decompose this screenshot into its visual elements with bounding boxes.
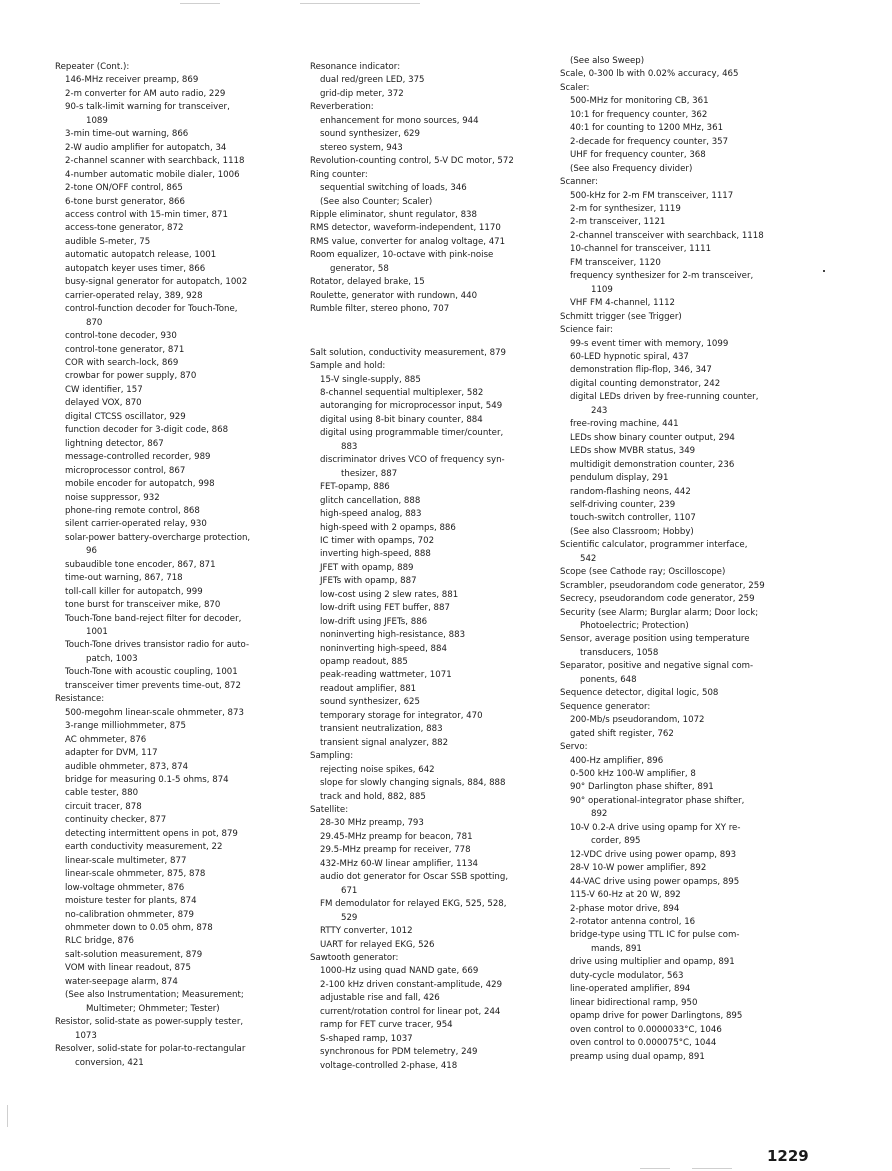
index-heading: Resolver, solid-state for polar-to-rectangular: [55, 1044, 246, 1055]
index-heading: Resistor, solid-state as power-supply tester,: [55, 1017, 244, 1028]
index-subentry: (See also Instrumentation; Measurement;: [65, 990, 244, 1001]
index-heading: Security (see Alarm; Burglar alarm; Door lock;: [560, 607, 759, 618]
index-subentry: COR with search-lock, 869: [65, 357, 179, 368]
index-subentry: control-function decoder for Touch-Tone,: [65, 304, 238, 315]
index-subentry: 200-Mb/s pseudorandom, 1072: [570, 715, 705, 726]
index-heading: Sawtooth generator:: [310, 953, 399, 963]
index-subentry: Photoelectric; Protection): [580, 621, 689, 632]
index-subentry: 10-channel for transceiver, 1111: [570, 244, 712, 255]
index-heading: Room equalizer, 10-octave with pink-noise: [310, 250, 494, 261]
index-subentry: time-out warning, 867, 718: [65, 573, 183, 584]
index-subentry: adjustable rise and fall, 426: [320, 993, 440, 1004]
index-subentry: RLC bridge, 876: [65, 936, 134, 947]
index-heading: Revolution-counting control, 5-V DC motor, 572: [310, 156, 514, 167]
index-heading: Scale, 0-300 lb with 0.02% accuracy, 465: [560, 69, 739, 80]
index-subentry: duty-cycle modulator, 563: [570, 970, 684, 981]
index-subentry: FM demodulator for relayed EKG, 525, 528,: [320, 899, 507, 910]
index-subentry: discriminator drives VCO of frequency syn-: [320, 455, 505, 466]
index-subentry: ramp for FET curve tracer, 954: [320, 1020, 453, 1031]
index-subentry: 1000-Hz using quad NAND gate, 669: [320, 966, 479, 977]
index-heading: Repeater (Cont.):: [55, 62, 130, 72]
index-subentry: patch, 1003: [86, 653, 138, 664]
index-subentry: 529: [341, 912, 358, 923]
index-subentry: control-tone generator, 871: [65, 344, 185, 355]
index-subentry: (See also Frequency divider): [570, 163, 693, 174]
index-subentry: busy-signal generator for autopatch, 1002: [65, 277, 248, 288]
index-heading: Satellite:: [310, 805, 349, 816]
index-subentry: Touch-Tone band-reject filter for decoder,: [65, 613, 242, 624]
index-column-1: [55, 61, 300, 1070]
index-subentry: 29.45-MHz preamp for beacon, 781: [320, 831, 473, 842]
index-subentry: UHF for frequency counter, 368: [570, 150, 706, 161]
index-subentry: 90° operational-integrator phase shifter,: [570, 795, 745, 806]
index-subentry: low-cost using 2 slew rates, 881: [320, 589, 459, 600]
index-subentry: 243: [591, 405, 608, 416]
index-heading: Sampling:: [310, 751, 354, 762]
index-subentry: line-operated amplifier, 894: [570, 984, 691, 995]
index-subentry: LEDs show MVBR status, 349: [570, 446, 696, 457]
index-subentry: noninverting high-resistance, 883: [320, 630, 466, 641]
index-heading: Scaler:: [560, 82, 590, 93]
index-subentry: FET-opamp, 886: [320, 482, 390, 493]
index-subentry: bridge-type using TTL IC for pulse com-: [570, 930, 740, 941]
index-subentry: grid-dip meter, 372: [320, 88, 404, 99]
index-subentry: circuit tracer, 878: [65, 801, 142, 812]
index-subentry: 115-V 60-Hz at 20 W, 892: [570, 890, 681, 901]
index-subentry: lightning detector, 867: [65, 438, 164, 449]
index-subentry: linear bidirectional ramp, 950: [570, 997, 698, 1008]
index-subentry: mobile encoder for autopatch, 998: [65, 479, 215, 490]
index-subentry: access control with 15-min timer, 871: [65, 209, 228, 220]
index-heading: Roulette, generator with rundown, 440: [310, 290, 478, 301]
index-heading: Ripple eliminator, shunt regulator, 838: [310, 209, 477, 220]
index-subentry: access-tone generator, 872: [65, 223, 184, 234]
index-subentry: mands, 891: [591, 943, 642, 954]
index-heading: Science fair:: [560, 325, 614, 336]
index-subentry: audible ohmmeter, 873, 874: [65, 761, 189, 772]
index-heading: Secrecy, pseudorandom code generator, 259: [560, 594, 755, 605]
index-subentry: 15-V single-supply, 885: [320, 374, 421, 385]
index-subentry: 44-VAC drive using power opamps, 895: [570, 876, 740, 887]
index-subentry: gated shift register, 762: [570, 728, 674, 739]
index-subentry: phone-ring remote control, 868: [65, 505, 200, 516]
index-subentry: 2-decade for frequency counter, 357: [570, 136, 729, 147]
index-subentry: 2-m converter for AM auto radio, 229: [65, 88, 226, 99]
index-subentry: glitch cancellation, 888: [320, 495, 421, 506]
index-subentry: 1073: [75, 1030, 97, 1041]
index-subentry: water-seepage alarm, 874: [65, 976, 178, 987]
scan-edge-mark: [692, 1168, 732, 1169]
index-subentry: 1089: [86, 115, 108, 126]
index-heading: Sequence generator:: [560, 701, 651, 712]
index-subentry: 40:1 for counting to 1200 MHz, 361: [570, 123, 724, 134]
index-subentry: corder, 895: [591, 836, 641, 847]
index-subentry: frequency synthesizer for 2-m transceiver,: [570, 271, 754, 282]
index-subentry: cable tester, 880: [65, 788, 139, 799]
index-heading: Reverberation:: [310, 102, 374, 113]
index-subentry: track and hold, 882, 885: [320, 791, 426, 802]
index-subentry: 10-V 0.2-A drive using opamp for XY re-: [570, 822, 741, 833]
index-subentry: 8-channel sequential multiplexer, 582: [320, 387, 484, 398]
index-heading: Ring counter:: [310, 169, 368, 180]
index-subentry: thesizer, 887: [341, 468, 398, 479]
index-subentry: digital using 8-bit binary counter, 884: [320, 414, 483, 425]
index-subentry: oven control to 0.0000033°C, 1046: [570, 1024, 722, 1035]
index-subentry: salt-solution measurement, 879: [65, 949, 203, 960]
index-subentry: rejecting noise spikes, 642: [320, 764, 435, 775]
index-subentry: 2-channel transceiver with searchback, 1118: [570, 230, 764, 241]
scan-edge-mark: [180, 3, 220, 4]
index-subentry: 432-MHz 60-W linear amplifier, 1134: [320, 858, 479, 869]
index-subentry: no-calibration ohmmeter, 879: [65, 909, 194, 920]
index-subentry: sound synthesizer, 625: [320, 697, 420, 708]
index-subentry: silent carrier-operated relay, 930: [65, 519, 207, 530]
index-subentry: 12-VDC drive using power opamp, 893: [570, 849, 737, 860]
index-subentry: slope for slowly changing signals, 884, 888: [320, 778, 506, 789]
index-subentry: dual red/green LED, 375: [320, 75, 425, 86]
index-subentry: 2-phase motor drive, 894: [570, 903, 680, 914]
index-subentry: IC timer with opamps, 702: [320, 535, 435, 546]
index-subentry: 90-s talk-limit warning for transceiver,: [65, 102, 230, 113]
index-subentry: audio dot generator for Oscar SSB spotting,: [320, 872, 509, 883]
index-subentry: 0-500 kHz 100-W amplifier, 8: [570, 769, 696, 780]
index-subentry: current/rotation control for linear pot, 244: [320, 1006, 501, 1017]
index-heading: Separator, positive and negative signal com-: [560, 661, 754, 672]
index-subentry: digital counting demonstrator, 242: [570, 378, 721, 389]
index-subentry: (See also Counter; Scaler): [320, 196, 433, 207]
index-heading: RMS detector, waveform-independent, 1170: [310, 223, 501, 234]
index-subentry: 28-V 10-W power amplifier, 892: [570, 863, 707, 874]
index-heading: Resonance indicator:: [310, 62, 401, 72]
index-subentry: automatic autopatch release, 1001: [65, 250, 217, 261]
index-subentry: microprocessor control, 867: [65, 465, 186, 476]
index-heading: Scientific calculator, programmer interface,: [560, 540, 748, 551]
index-subentry: drive using multiplier and opamp, 891: [570, 957, 735, 968]
index-subentry: enhancement for mono sources, 944: [320, 115, 479, 126]
page-number: 1229: [767, 1147, 809, 1165]
index-subentry: high-speed analog, 883: [320, 509, 422, 520]
index-subentry: 3-range milliohmmeter, 875: [65, 721, 187, 732]
index-subentry: demonstration flip-flop, 346, 347: [570, 365, 712, 376]
index-subentry: ponents, 648: [580, 674, 637, 685]
index-subentry: (See also Sweep): [570, 56, 645, 66]
index-subentry: 400-Hz amplifier, 896: [570, 755, 664, 766]
index-subentry: 146-MHz receiver preamp, 869: [65, 75, 199, 86]
index-subentry: 500-megohm linear-scale ohmmeter, 873: [65, 707, 244, 718]
index-subentry: 883: [341, 441, 358, 452]
index-subentry: opamp drive for power Darlingtons, 895: [570, 1011, 743, 1022]
index-subentry: earth conductivity measurement, 22: [65, 842, 223, 853]
index-subentry: RTTY converter, 1012: [320, 926, 413, 937]
index-subentry: transient neutralization, 883: [320, 724, 443, 735]
scan-edge-mark: [300, 3, 420, 4]
index-subentry: 29.5-MHz preamp for receiver, 778: [320, 845, 471, 856]
index-subentry: 2-channel scanner with searchback, 1118: [65, 156, 245, 167]
index-subentry: low-drift using JFETs, 886: [320, 616, 428, 627]
index-subentry: noise suppressor, 932: [65, 492, 160, 503]
scan-edge-mark: [640, 1168, 670, 1169]
index-subentry: continuity checker, 877: [65, 815, 167, 826]
index-subentry: detecting intermittent opens in pot, 879: [65, 828, 238, 839]
index-subentry: ohmmeter down to 0.05 ohm, 878: [65, 923, 213, 933]
index-subentry: 2-W audio amplifier for autopatch, 34: [65, 142, 227, 153]
index-subentry: sound synthesizer, 629: [320, 129, 420, 140]
index-subentry: linear-scale ohmmeter, 875, 878: [65, 869, 206, 880]
index-subentry: 60-LED hypnotic spiral, 437: [570, 351, 689, 362]
index-subentry: free-roving machine, 441: [570, 419, 679, 430]
index-subentry: conversion, 421: [75, 1057, 144, 1068]
index-subentry: 2-100 kHz driven constant-amplitude, 429: [320, 979, 503, 990]
index-subentry: 892: [591, 809, 608, 820]
index-subentry: VHF FM 4-channel, 1112: [570, 298, 676, 309]
index-subentry: 2-tone ON/OFF control, 865: [65, 183, 183, 194]
index-subentry: stereo system, 943: [320, 142, 403, 153]
index-subentry: audible S-meter, 75: [65, 236, 151, 247]
index-heading: Resistance:: [55, 694, 105, 705]
index-subentry: 542: [580, 553, 597, 564]
index-subentry: linear-scale multimeter, 877: [65, 855, 187, 866]
index-subentry: tone burst for transceiver mike, 870: [65, 600, 221, 611]
index-subentry: sequential switching of loads, 346: [320, 183, 467, 194]
index-subentry: opamp readout, 885: [320, 657, 408, 668]
index-heading: Salt solution, conductivity measurement, 879: [310, 347, 506, 358]
index-heading: Rotator, delayed brake, 15: [310, 277, 425, 288]
index-subentry: transceiver timer prevents time-out, 872: [65, 680, 241, 691]
index-subentry: control-tone decoder, 930: [65, 331, 177, 342]
index-subentry: carrier-operated relay, 389, 928: [65, 290, 203, 301]
index-subentry: random-flashing neons, 442: [570, 486, 691, 497]
index-subentry: 1109: [591, 284, 613, 295]
index-subentry: Touch-Tone with acoustic coupling, 1001: [65, 667, 238, 678]
index-subentry: LEDs show binary counter output, 294: [570, 432, 735, 443]
index-subentry: 10:1 for frequency counter, 362: [570, 109, 708, 120]
index-subentry: 2-rotator antenna control, 16: [570, 917, 696, 927]
index-subentry: autoranging for microprocessor input, 549: [320, 401, 503, 412]
index-subentry: JFETs with opamp, 887: [320, 576, 417, 587]
index-subentry: 96: [86, 546, 97, 557]
index-subentry: digital CTCSS oscillator, 929: [65, 411, 186, 422]
index-subentry: (See also Classroom; Hobby): [570, 526, 694, 537]
section-gap: [310, 317, 555, 347]
index-subentry: peak-reading wattmeter, 1071: [320, 670, 452, 681]
index-subentry: 500-MHz for monitoring CB, 361: [570, 96, 709, 107]
index-subentry: 1001: [86, 627, 108, 638]
index-heading: Rumble filter, stereo phono, 707: [310, 304, 450, 315]
index-subentry: synchronous for PDM telemetry, 249: [320, 1047, 478, 1058]
index-subentry: 870: [86, 317, 103, 328]
index-subentry: Multimeter; Ohmmeter; Tester): [86, 1003, 220, 1014]
index-subentry: self-driving counter, 239: [570, 499, 676, 510]
index-subentry: AC ohmmeter, 876: [65, 734, 147, 745]
index-subentry: autopatch keyer uses timer, 866: [65, 263, 206, 274]
index-subentry: FM transceiver, 1120: [570, 257, 661, 268]
index-heading: Scope (see Cathode ray; Oscilloscope): [560, 567, 726, 578]
index-subentry: oven control to 0.000075°C, 1044: [570, 1038, 717, 1049]
index-subentry: 6-tone burst generator, 866: [65, 196, 185, 207]
index-subentry: high-speed with 2 opamps, 886: [320, 522, 456, 533]
index-subentry: noninverting high-speed, 884: [320, 643, 447, 654]
index-subentry: voltage-controlled 2-phase, 418: [320, 1060, 458, 1071]
index-subentry: CW identifier, 157: [65, 384, 143, 395]
index-subentry: 2-m for synthesizer, 1119: [570, 203, 681, 214]
index-subentry: toll-call killer for autopatch, 999: [65, 586, 203, 597]
index-heading: Sample and hold:: [310, 361, 386, 372]
index-subentry: pendulum display, 291: [570, 473, 669, 484]
stray-dot-mark: [823, 270, 825, 272]
index-subentry: digital using programmable timer/counter,: [320, 428, 504, 439]
index-subentry: Touch-Tone drives transistor radio for auto-: [65, 640, 250, 651]
index-subentry: function decoder for 3-digit code, 868: [65, 425, 229, 436]
index-subentry: moisture tester for plants, 874: [65, 896, 197, 907]
index-subentry: bridge for measuring 0.1-5 ohms, 874: [65, 775, 229, 786]
index-subentry: generator, 58: [330, 263, 389, 274]
index-subentry: adapter for DVM, 117: [65, 748, 158, 759]
index-heading: RMS value, converter for analog voltage, 471: [310, 236, 506, 247]
index-subentry: low-voltage ohmmeter, 876: [65, 882, 185, 893]
index-subentry: 3-min time-out warning, 866: [65, 129, 189, 140]
index-subentry: UART for relayed EKG, 526: [320, 939, 435, 950]
index-subentry: preamp using dual opamp, 891: [570, 1051, 705, 1062]
index-subentry: 671: [341, 885, 358, 896]
index-subentry: digital LEDs driven by free-running counter,: [570, 392, 759, 403]
index-subentry: 4-number automatic mobile dialer, 1006: [65, 169, 240, 180]
index-subentry: transient signal analyzer, 882: [320, 737, 449, 748]
scan-edge-mark: [7, 1105, 8, 1127]
index-subentry: inverting high-speed, 888: [320, 549, 431, 560]
index-subentry: 2-m transceiver, 1121: [570, 217, 666, 228]
index-subentry: delayed VOX, 870: [65, 398, 142, 409]
index-subentry: 28-30 MHz preamp, 793: [320, 818, 424, 829]
index-heading: Sequence detector, digital logic, 508: [560, 688, 719, 699]
index-subentry: readout amplifier, 881: [320, 683, 417, 694]
index-heading: Sensor, average position using temperature: [560, 634, 750, 645]
index-subentry: crowbar for power supply, 870: [65, 371, 197, 382]
index-subentry: 500-kHz for 2-m FM transceiver, 1117: [570, 190, 734, 201]
index-subentry: transducers, 1058: [580, 647, 659, 658]
index-subentry: temporary storage for integrator, 470: [320, 710, 483, 721]
index-heading: Scanner:: [560, 177, 598, 188]
index-subentry: 99-s event timer with memory, 1099: [570, 338, 729, 349]
index-subentry: solar-power battery-overcharge protection,: [65, 532, 251, 543]
index-heading: Servo:: [560, 742, 588, 753]
index-column-3: [560, 55, 810, 1064]
index-subentry: VOM with linear readout, 875: [65, 963, 191, 974]
index-subentry: S-shaped ramp, 1037: [320, 1033, 413, 1044]
index-subentry: low-drift using FET buffer, 887: [320, 603, 450, 614]
index-column-2: [310, 61, 555, 1073]
index-subentry: subaudible tone encoder, 867, 871: [65, 559, 216, 570]
index-heading: Schmitt trigger (see Trigger): [560, 311, 682, 322]
index-heading: Scrambler, pseudorandom code generator, 259: [560, 580, 765, 591]
index-subentry: 90° Darlington phase shifter, 891: [570, 782, 714, 793]
index-subentry: JFET with opamp, 889: [320, 562, 414, 573]
index-subentry: multidigit demonstration counter, 236: [570, 459, 735, 470]
index-subentry: touch-switch controller, 1107: [570, 513, 696, 524]
index-subentry: message-controlled recorder, 989: [65, 452, 211, 463]
